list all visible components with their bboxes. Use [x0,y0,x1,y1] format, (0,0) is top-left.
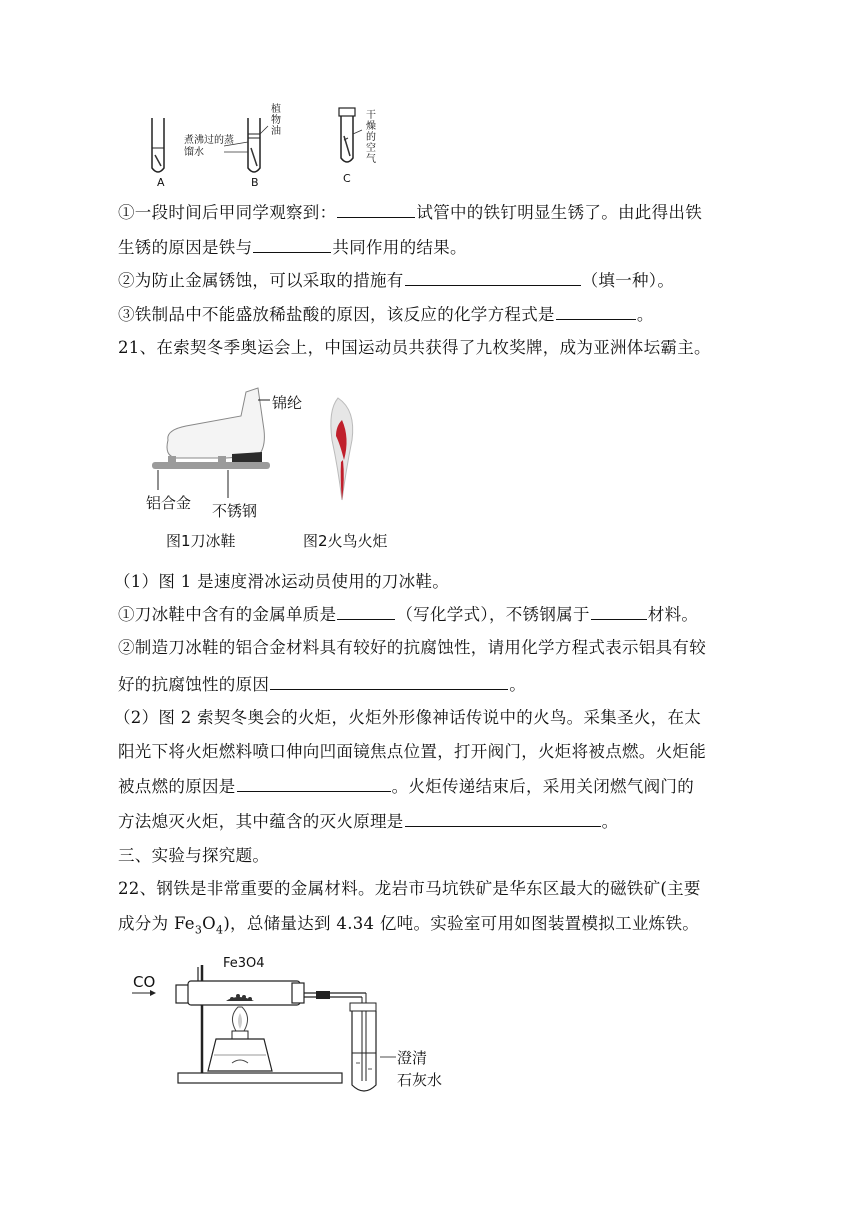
q21-intro: 21、在索契冬季奥运会上，中国运动员共获得了九枚奖牌，成为亚洲体坛霸主。 [118,338,711,357]
q21-part2-line-3: 被点燃的原因是 。火炬传递结束后，采用关闭燃气阀门的 [118,777,695,796]
q21-line-1: ①刀冰鞋中含有的金属单质是 （写化学式），不锈钢属于 材料。 [118,605,699,624]
co-label: CO [133,973,156,991]
answer-blank-extinguish[interactable] [405,810,601,827]
tube-b [248,118,260,172]
oil-label: 植物油 [271,104,281,137]
tube-a [152,118,164,172]
test-tubes-figure [140,100,400,192]
answer-blank-ignite[interactable] [237,775,391,792]
tube-a-label: A [157,176,165,189]
answer-blank-rust-cause[interactable] [253,236,331,253]
fe3o4-label: Fe3O4 [223,956,265,971]
answer-blank-al-equation[interactable] [270,673,508,690]
q21-line-2: ②制造刀冰鞋的铝合金材料具有较好的抗腐蚀性，请用化学方程式表示铝具有较 [118,638,706,657]
q21-part1: （1）图 1 是速度滑冰运动员使用的刀冰鞋。 [114,572,450,591]
limewater-label-1: 澄清 [397,1049,428,1067]
nylon-label: 锦纶 [272,394,303,412]
fig1-caption: 图1刀冰鞋 [166,532,236,550]
answer-blank-tube[interactable] [337,201,415,218]
answer-blank-equation[interactable] [556,303,636,320]
q21-part2-line-2: 阳光下将火炬燃料喷口伸向凹面镜焦点位置，打开阀门，火炬将被点燃。火炬能 [118,742,706,761]
fig2-caption: 图2火鸟火炬 [303,532,388,550]
q20-line-1: ①一段时间后甲同学观察到： 试管中的铁钉明显生锈了。由此得出铁 [118,203,703,222]
q21-part2-line-1: （2）图 2 索契冬奥会的火炬，火炬外形像神话传说中的火鸟。采集圣火，在太 [114,708,702,727]
q22-line-1: 22、钢铁是非常重要的金属材料。龙岩市马坑铁矿是华东区最大的磁铁矿(主要 [118,879,701,898]
answer-blank-prevention[interactable] [405,269,581,286]
limewater-label-2: 石灰水 [397,1071,443,1089]
water-label: 煮沸过的蒸馏水 [184,135,234,158]
q21-part2-line-4: 方法熄灭火炬，其中蕴含的灭火原理是 。 [118,812,619,831]
section-3-heading: 三、实验与探究题。 [118,846,270,865]
q20-line-4: ③铁制品中不能盛放稀盐酸的原因，该反应的化学方程式是 。 [118,305,654,324]
tube-c-label: C [343,172,351,185]
tube-b-label: B [251,176,259,189]
q21-line-3: 好的抗腐蚀性的原因 。 [118,675,527,694]
air-label: 干燥的空气 [366,110,376,165]
steel-label: 不锈钢 [212,502,258,520]
alloy-label: 铝合金 [146,494,192,512]
q20-line-3: ②为防止金属锈蚀，可以采取的措施有 （填一种）。 [118,271,675,290]
answer-blank-material[interactable] [591,603,647,620]
answer-blank-metal[interactable] [337,603,395,620]
q22-line-2: 成分为 $Fe_3O_4$)，总储量达到 4.34 亿吨。实验室可用如图装置模拟工业炼铁。 [118,914,700,937]
q20-line-2: 生锈的原因是铁与 共同作用的结果。 [118,238,467,257]
